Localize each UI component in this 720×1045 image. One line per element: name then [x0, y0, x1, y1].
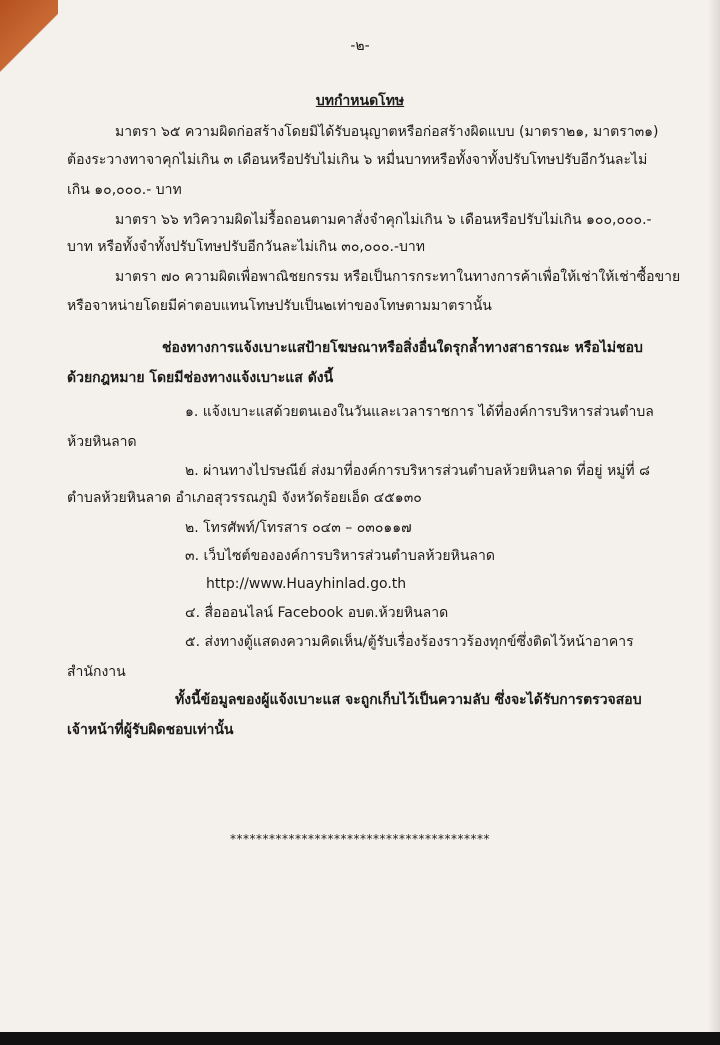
penalty-66-line-1: มาตรา ๖๖ ทวิความผิดไม่รื้อถอนตามคาสั่งจำคุกไม่เกิน ๖ เดือนหรือปรับไม่เกิน ๑๐๐,๐๐๐.- [115, 212, 652, 228]
channel-2-line-1: ๒. ผ่านทางไปรษณีย์ ส่งมาที่องค์การบริหารส่วนตำบลห้วยหินลาด ที่อยู่ หมู่ที่ ๘ [185, 463, 650, 479]
penalty-66-line-2: บาท หรือทั้งจำทั้งปรับโทษปรับอีกวันละไม่เกิน ๓๐,๐๐๐.-บาท [67, 239, 425, 255]
bottom-edge-bar [0, 1032, 720, 1045]
penalty-70-line-1: มาตรา ๗๐ ความผิดเพื่อพาณิชยกรรม หรือเป็นการกระทาในทางการค้าเพื่อให้เช่าให้เช่าซื้อขาย [115, 269, 681, 285]
channel-1-line-1: ๑. แจ้งเบาะแสด้วยตนเองในวันและเวลาราชการ ได้ที่องค์การบริหารส่วนตำบล [185, 404, 654, 420]
channel-facebook: ๔. สื่อออนไลน์ Facebook อบต.ห้วยหินลาด [185, 605, 449, 621]
closing-line-1: ทั้งนี้ข้อมูลของผู้แจ้งเบาะแส จะถูกเก็บไว้เป็นความลับ ซึ่งจะได้รับการตรวจสอบ [175, 692, 642, 708]
channel-phone: ๒. โทรศัพท์/โทรสาร ๐๔๓ – ๐๓๐๑๑๗ [185, 520, 412, 536]
penalty-65-line-1: มาตรา ๖๕ ความผิดก่อสร้างโดยมิได้รับอนุญาตหรือก่อสร้างผิดแบบ (มาตรา๒๑, มาตรา๓๑) [115, 124, 659, 140]
page-title: บทกำหนดโทษ [315, 93, 405, 109]
channel-website-label: ๓. เว็บไซต์ขององค์การบริหารส่วนตำบลห้วยหินลาด [185, 548, 495, 564]
penalty-65-line-2: ต้องระวางทาจาคุกไม่เกิน ๓ เดือนหรือปรับไม่เกิน ๖ หมื่นบาทหรือทั้งจาทั้งปรับโทษปรับอีกวันละไม่ [67, 152, 648, 168]
penalty-70-line-2: หรือจาหน่ายโดยมีค่าตอบแทนโทษปรับเป็น๒เท่าของโทษตามมาตรานั้น [67, 298, 492, 314]
channel-1-line-2: ห้วยหินลาด [67, 434, 137, 450]
separator-line: **************************************** [230, 832, 490, 846]
page-number: -๒- [350, 38, 370, 54]
website-link[interactable]: http://www.Huayhinlad.go.th [206, 576, 407, 592]
page-edge-shadow [708, 0, 720, 1032]
channels-heading-line-1: ช่องทางการแจ้งเบาะแสป้ายโฆษณาหรือสิ่งอื่นใดรุกล้ำทางสาธารณะ หรือไม่ชอบ [162, 340, 643, 356]
channel-5-line-2: สำนักงาน [67, 664, 126, 680]
penalty-65-line-3: เกิน ๑๐,๐๐๐.- บาท [67, 182, 182, 198]
channel-5-line-1: ๕. ส่งทางตู้แสดงความคิดเห็น/ตู้รับเรื่องร้องราวร้องทุกข์ซึ่งติดไว้หน้าอาคาร [185, 634, 634, 650]
channel-2-line-2: ตำบลห้วยหินลาด อำเภอสุวรรณภูมิ จังหวัดร้อยเอ็ด ๔๕๑๓๐ [67, 490, 422, 506]
closing-line-2: เจ้าหน้าที่ผู้รับผิดชอบเท่านั้น [67, 722, 234, 738]
channels-heading-line-2: ด้วยกฎหมาย โดยมีช่องทางแจ้งเบาะแส ดังนี้ [67, 370, 334, 386]
